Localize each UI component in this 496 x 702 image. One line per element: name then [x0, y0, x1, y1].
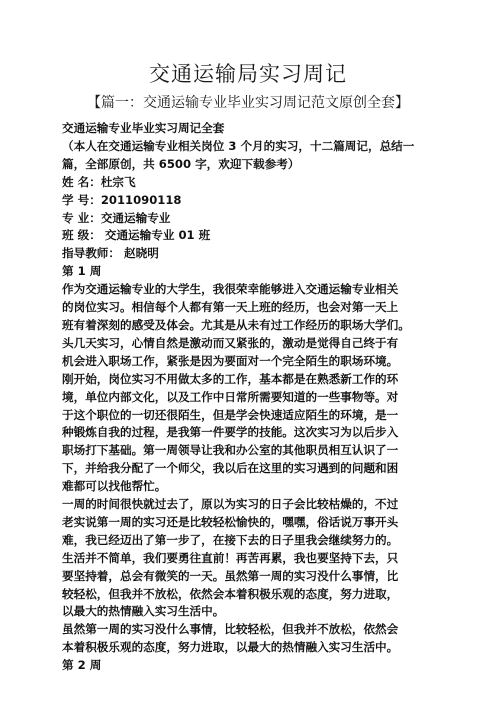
body-line: 要坚持着，总会有微笑的一天。虽然第一周的实习没什么事情，比: [62, 568, 399, 583]
document-title: 交通运输局实习周记: [149, 62, 347, 86]
supervisor: 指导教师： 赵晓明: [62, 246, 159, 261]
document-subtitle: 【篇一：交通运输专业毕业实习周记范文原创全套】: [87, 95, 409, 111]
week-heading: 第 2 周: [62, 658, 102, 673]
body-line: 机会进入职场工作，紧张是因为要面对一个完全陌生的职场环境。: [62, 353, 399, 368]
student-name: 姓 名：杜宗飞: [62, 174, 136, 189]
body-line: 于这个职位的一切还很陌生，但是学会快速适应陌生的环境，是一: [62, 407, 399, 422]
body-line: 篇，全部原创，共 6500 字，欢迎下载参考）: [62, 156, 300, 171]
body-line: 难都可以找他帮忙。: [62, 479, 167, 494]
body-line: 本着积极乐观的态度，努力进取，以最大的热情融入实习生活中。: [62, 640, 399, 655]
body-heading: 交通运输专业毕业实习周记全套: [62, 121, 225, 135]
student-major: 专 业：交通运输专业: [62, 210, 171, 225]
body-line: 以最大的热情融入实习生活中。: [62, 604, 225, 619]
body-line: 作为交通运输专业的大学生，我很荣幸能够进入交通运输专业相关: [62, 282, 399, 297]
student-class: 班 级： 交通运输专业 01 班: [62, 228, 211, 243]
body-line: 虽然第一周的实习没什么事情，比较轻松，但我并不放松，依然会: [62, 622, 399, 637]
body-line: 下，并给我分配了一个师父，我以后在这里的实习遇到的问题和困: [62, 461, 399, 476]
body-line: 种锻炼自我的过程，是我第一件要学的技能。这次实习为以后步入: [62, 425, 399, 440]
body-line: 刚开始，岗位实习不用做太多的工作，基本都是在熟悉新工作的环: [62, 371, 399, 386]
body-line: 老实说第一周的实习还是比较轻松愉快的，嘿嘿，俗话说万事开头: [62, 514, 399, 529]
body-line: 较轻松，但我并不放松，依然会本着积极乐观的态度，努力进取，: [62, 586, 399, 601]
body-line: 境，单位内部文化，以及工作中日常所需要知道的一些事物等。对: [62, 389, 399, 404]
body-line: 一周的时间很快就过去了，原以为实习的日子会比较枯燥的，不过: [62, 497, 399, 512]
student-id: 学 号：2011090118: [62, 192, 182, 207]
body-line: 头几天实习，心情自然是激动而又紧张的，激动是觉得自己终于有: [62, 335, 399, 350]
body-line: 难，我已经迈出了第一步了，在接下去的日子里我会继续努力的。: [62, 532, 399, 547]
body-line: 职场打下基础。第一周领导让我和办公室的其他职员相互认识了一: [62, 443, 399, 458]
body-line: 的岗位实习。相信每个人都有第一天上班的经历，也会对第一天上: [62, 300, 399, 315]
document-body: [62, 120, 457, 675]
body-line: （本人在交通运输专业相关岗位 3 个月的实习，十二篇周记，总结一: [62, 138, 415, 153]
body-line: 班有着深刻的感受及体会。尤其是从未有过工作经历的职场大学们。: [62, 317, 410, 332]
body-line: 生活并不简单，我们要勇往直前！再苦再累，我也要坚持下去，只: [62, 550, 399, 565]
week-heading: 第 1 周: [62, 264, 102, 279]
